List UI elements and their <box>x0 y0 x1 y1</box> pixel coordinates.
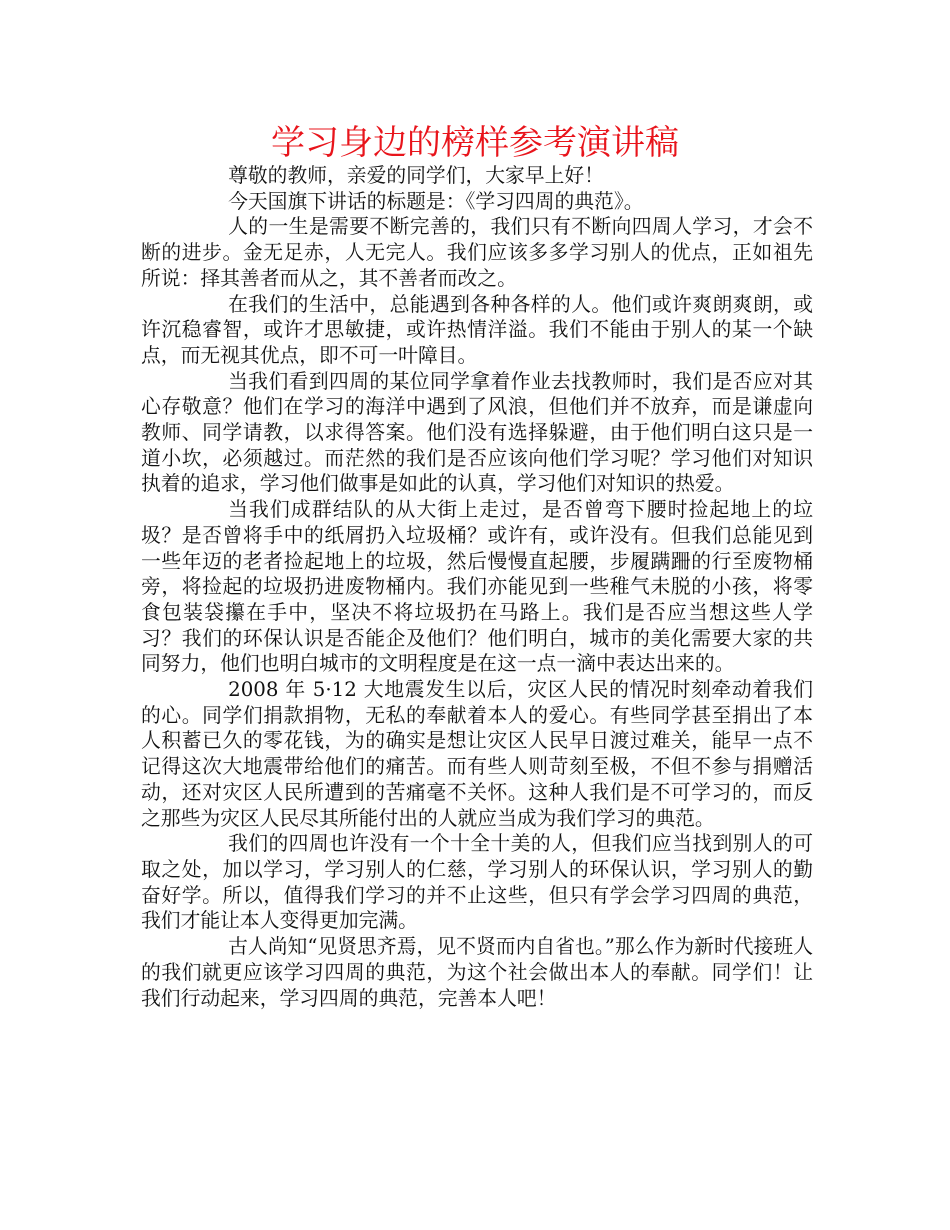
paragraph-greeting: 尊敬的教师，亲爱的同学们，大家早上好！ <box>228 164 604 187</box>
paragraph-people-around: 在我们的生活中，总能遇到各种各样的人。他们或许爽朗爽朗，或许沉稳睿智，或许才思敏捷，或许热情洋溢。我们不能由于别人的某一个缺点，而无视其优点，即不可一叶障目。 <box>141 292 813 367</box>
page-title: 学习身边的榜样参考演讲稿 <box>271 123 679 163</box>
paragraph-environment: 当我们成群结队的从大街上走过，是否曾弯下腰时捡起地上的垃圾？是否曾将手中的纸屑扔入垃圾桶？或许有，或许没有。但我们总能见到一些年迈的老者捡起地上的垃圾，然后慢慢直起腰，步履蹒跚的行至废物桶旁，将捡起的垃圾扔进废物桶内。我们亦能见到一些稚气未脱的小孩，将零食包装袋攥在手中，坚决不将垃圾扔在马路上。我们是否应当想这些人学习？我们的环保认识是否能企及他们？他们明白，城市的美化需要大家的共同努力，他们也明白城市的文明程度是在这一点一滴中表达出来的。 <box>141 498 813 676</box>
paragraph-studious-classmates: 当我们看到四周的某位同学拿着作业去找教师时，我们是否应对其心存敬意？他们在学习的海洋中遇到了风浪，但他们并不放弃，而是谦虚向教师、同学请教，以求得答案。他们没有选择躲避，由于他们明白这只是一道小坎，必须越过。而茫然的我们是否应该向他们学习呢？学习他们对知识执着的追求，学习他们做事是如此的认真，学习他们对知识的热爱。 <box>141 369 813 496</box>
paragraph-self-improvement: 人的一生是需要不断完善的，我们只有不断向四周人学习，才会不断的进步。金无足赤，人无完人。我们应该多多学习别人的优点，正如祖先所说：择其善者而从之，其不善者而改之。 <box>141 215 813 290</box>
paragraph-earthquake: 2008 年 5·12 大地震发生以后，灾区人民的情况时刻牵动着我们的心。同学们捐款捐物，无私的奉献着本人的爱心。有些同学甚至捐出了本人积蓄已久的零花钱，为的确实是想让灾区人民早日渡过难关，能早一点不记得这次大地震带给他们的痛苦。而有些人则苛刻至极，不但不参与捐赠活动，还对灾区人民所遭到的苦痛毫不关怀。这种人我们是不可学习的，而反之那些为灾区人民尽其所能付出的人就应当成为我们学习的典范。 <box>141 678 813 830</box>
speech-body <box>141 163 813 1011</box>
paragraph-conclusion: 古人尚知“见贤思齐焉，见不贤而内自省也。”那么作为新时代接班人的我们就更应该学习四周的典范，为这个社会做出本人的奉献。同学们！让我们行动起来，学习四周的典范，完善本人吧！ <box>141 935 813 1010</box>
paragraph-topic: 今天国旗下讲话的标题是：《学习四周的典范》。 <box>228 189 644 213</box>
paragraph-learn-merits: 我们的四周也许没有一个十全十美的人，但我们应当找到别人的可取之处，加以学习，学习别人的仁慈，学习别人的环保认识，学习别人的勤奋好学。所以，值得我们学习的并不止这些，但只有学会学习四周的典范，我们才能让本人变得更加完满。 <box>141 832 813 933</box>
